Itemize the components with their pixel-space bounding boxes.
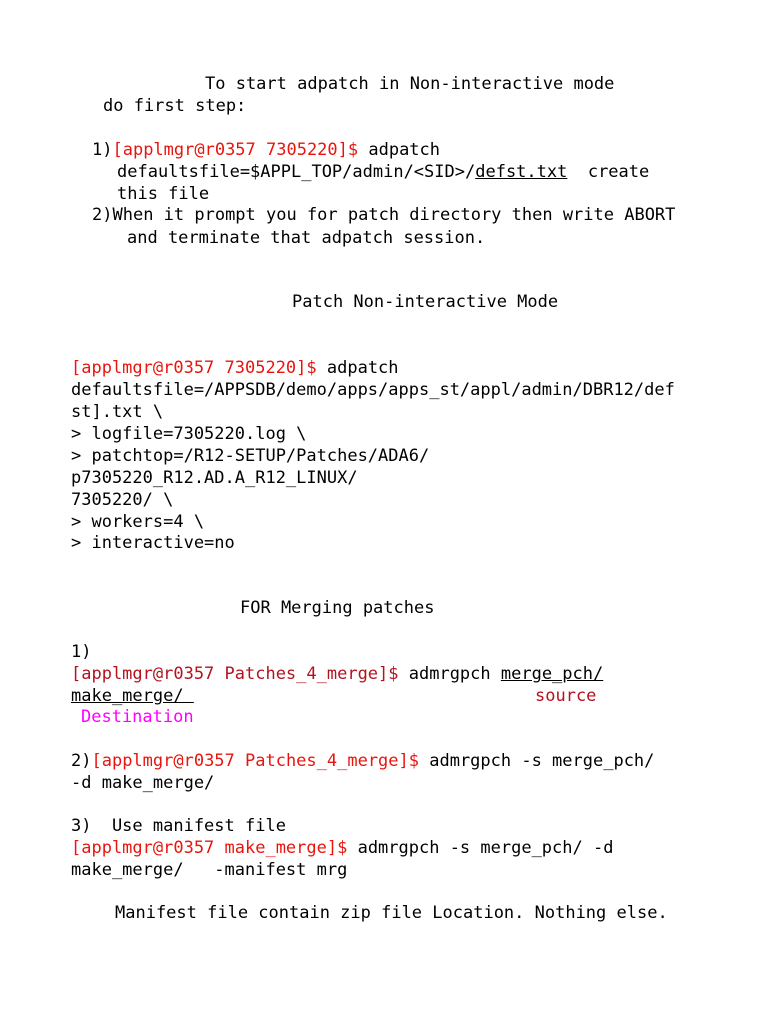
merge-item-3-command <box>71 837 613 859</box>
patch-section-heading: Patch Non-interactive Mode <box>292 292 559 312</box>
patch-command-line-1 <box>71 357 399 379</box>
command-text: admrgpch -s merge_pch/ -d <box>347 838 614 858</box>
merge-section-heading: FOR Merging patches <box>240 598 435 618</box>
intro-subtitle: do first step: <box>103 96 247 116</box>
command-text: admrgpch -s merge_pch/ <box>419 751 655 771</box>
defaults-file-name: defst.txt <box>475 162 568 182</box>
merge-item-2-line-2: -d make_merge/ <box>71 773 215 793</box>
patch-command-line: st].txt \ <box>71 402 164 422</box>
intro-step-2-line-2: and terminate that adpatch session. <box>127 228 486 248</box>
merge-item-3-line-2: make_merge/ -manifest mrg <box>71 860 348 880</box>
merge-item-2-command <box>71 750 654 772</box>
destination-label: Destination <box>81 707 194 727</box>
patch-command-line: 7305220/ \ <box>71 490 174 510</box>
command-text: defaultsfile=$APPL_TOP/admin/<SID>/ <box>117 162 476 182</box>
merge-item-3-title: 3) Use manifest file <box>71 816 286 836</box>
merge-item-1-line-2 <box>71 685 194 707</box>
shell-prompt: [applmgr@r0357 7305220]$ <box>112 140 359 160</box>
command-text: admrgpch <box>398 664 501 684</box>
step-number: 2) <box>71 751 92 771</box>
command-text: create <box>567 162 650 182</box>
source-label: source <box>535 686 597 706</box>
patch-command-line: > workers=4 \ <box>71 512 205 532</box>
patch-command-line: > interactive=no <box>71 533 235 553</box>
merge-source-dir: merge_pch/ <box>500 664 604 684</box>
shell-prompt: [applmgr@r0357 7305220]$ <box>71 358 317 378</box>
shell-prompt: [applmgr@r0357 Patches_4_merge]$ <box>71 664 399 684</box>
merge-destination-dir: make_merge/ <box>71 686 194 706</box>
manifest-note: Manifest file contain zip file Location. Nothing else. <box>115 903 668 923</box>
intro-title: To start adpatch in Non-interactive mode <box>205 74 615 94</box>
step-text: When it prompt you for patch directory then write ABORT <box>112 205 676 225</box>
intro-step-1-line-3: this file <box>117 184 210 204</box>
intro-step-1 <box>92 139 440 161</box>
merge-item-1-number: 1) <box>71 642 92 662</box>
patch-command-line: defaultsfile=/APPSDB/demo/apps/apps_st/appl/admin/DBR12/def <box>71 380 675 400</box>
step-number: 2) <box>92 205 113 225</box>
merge-item-1-command <box>71 663 603 685</box>
step-number: 1) <box>92 140 113 160</box>
command-text: adpatch <box>316 358 399 378</box>
patch-command-line: > logfile=7305220.log \ <box>71 424 307 444</box>
command-text: adpatch <box>358 140 441 160</box>
shell-prompt: [applmgr@r0357 Patches_4_merge]$ <box>91 751 419 771</box>
intro-step-2 <box>92 204 675 226</box>
patch-command-line: > patchtop=/R12-SETUP/Patches/ADA6/ <box>71 446 430 466</box>
shell-prompt: [applmgr@r0357 make_merge]$ <box>71 838 348 858</box>
patch-command-line: p7305220_R12.AD.A_R12_LINUX/ <box>71 468 358 488</box>
intro-step-1-line-2 <box>117 161 649 183</box>
